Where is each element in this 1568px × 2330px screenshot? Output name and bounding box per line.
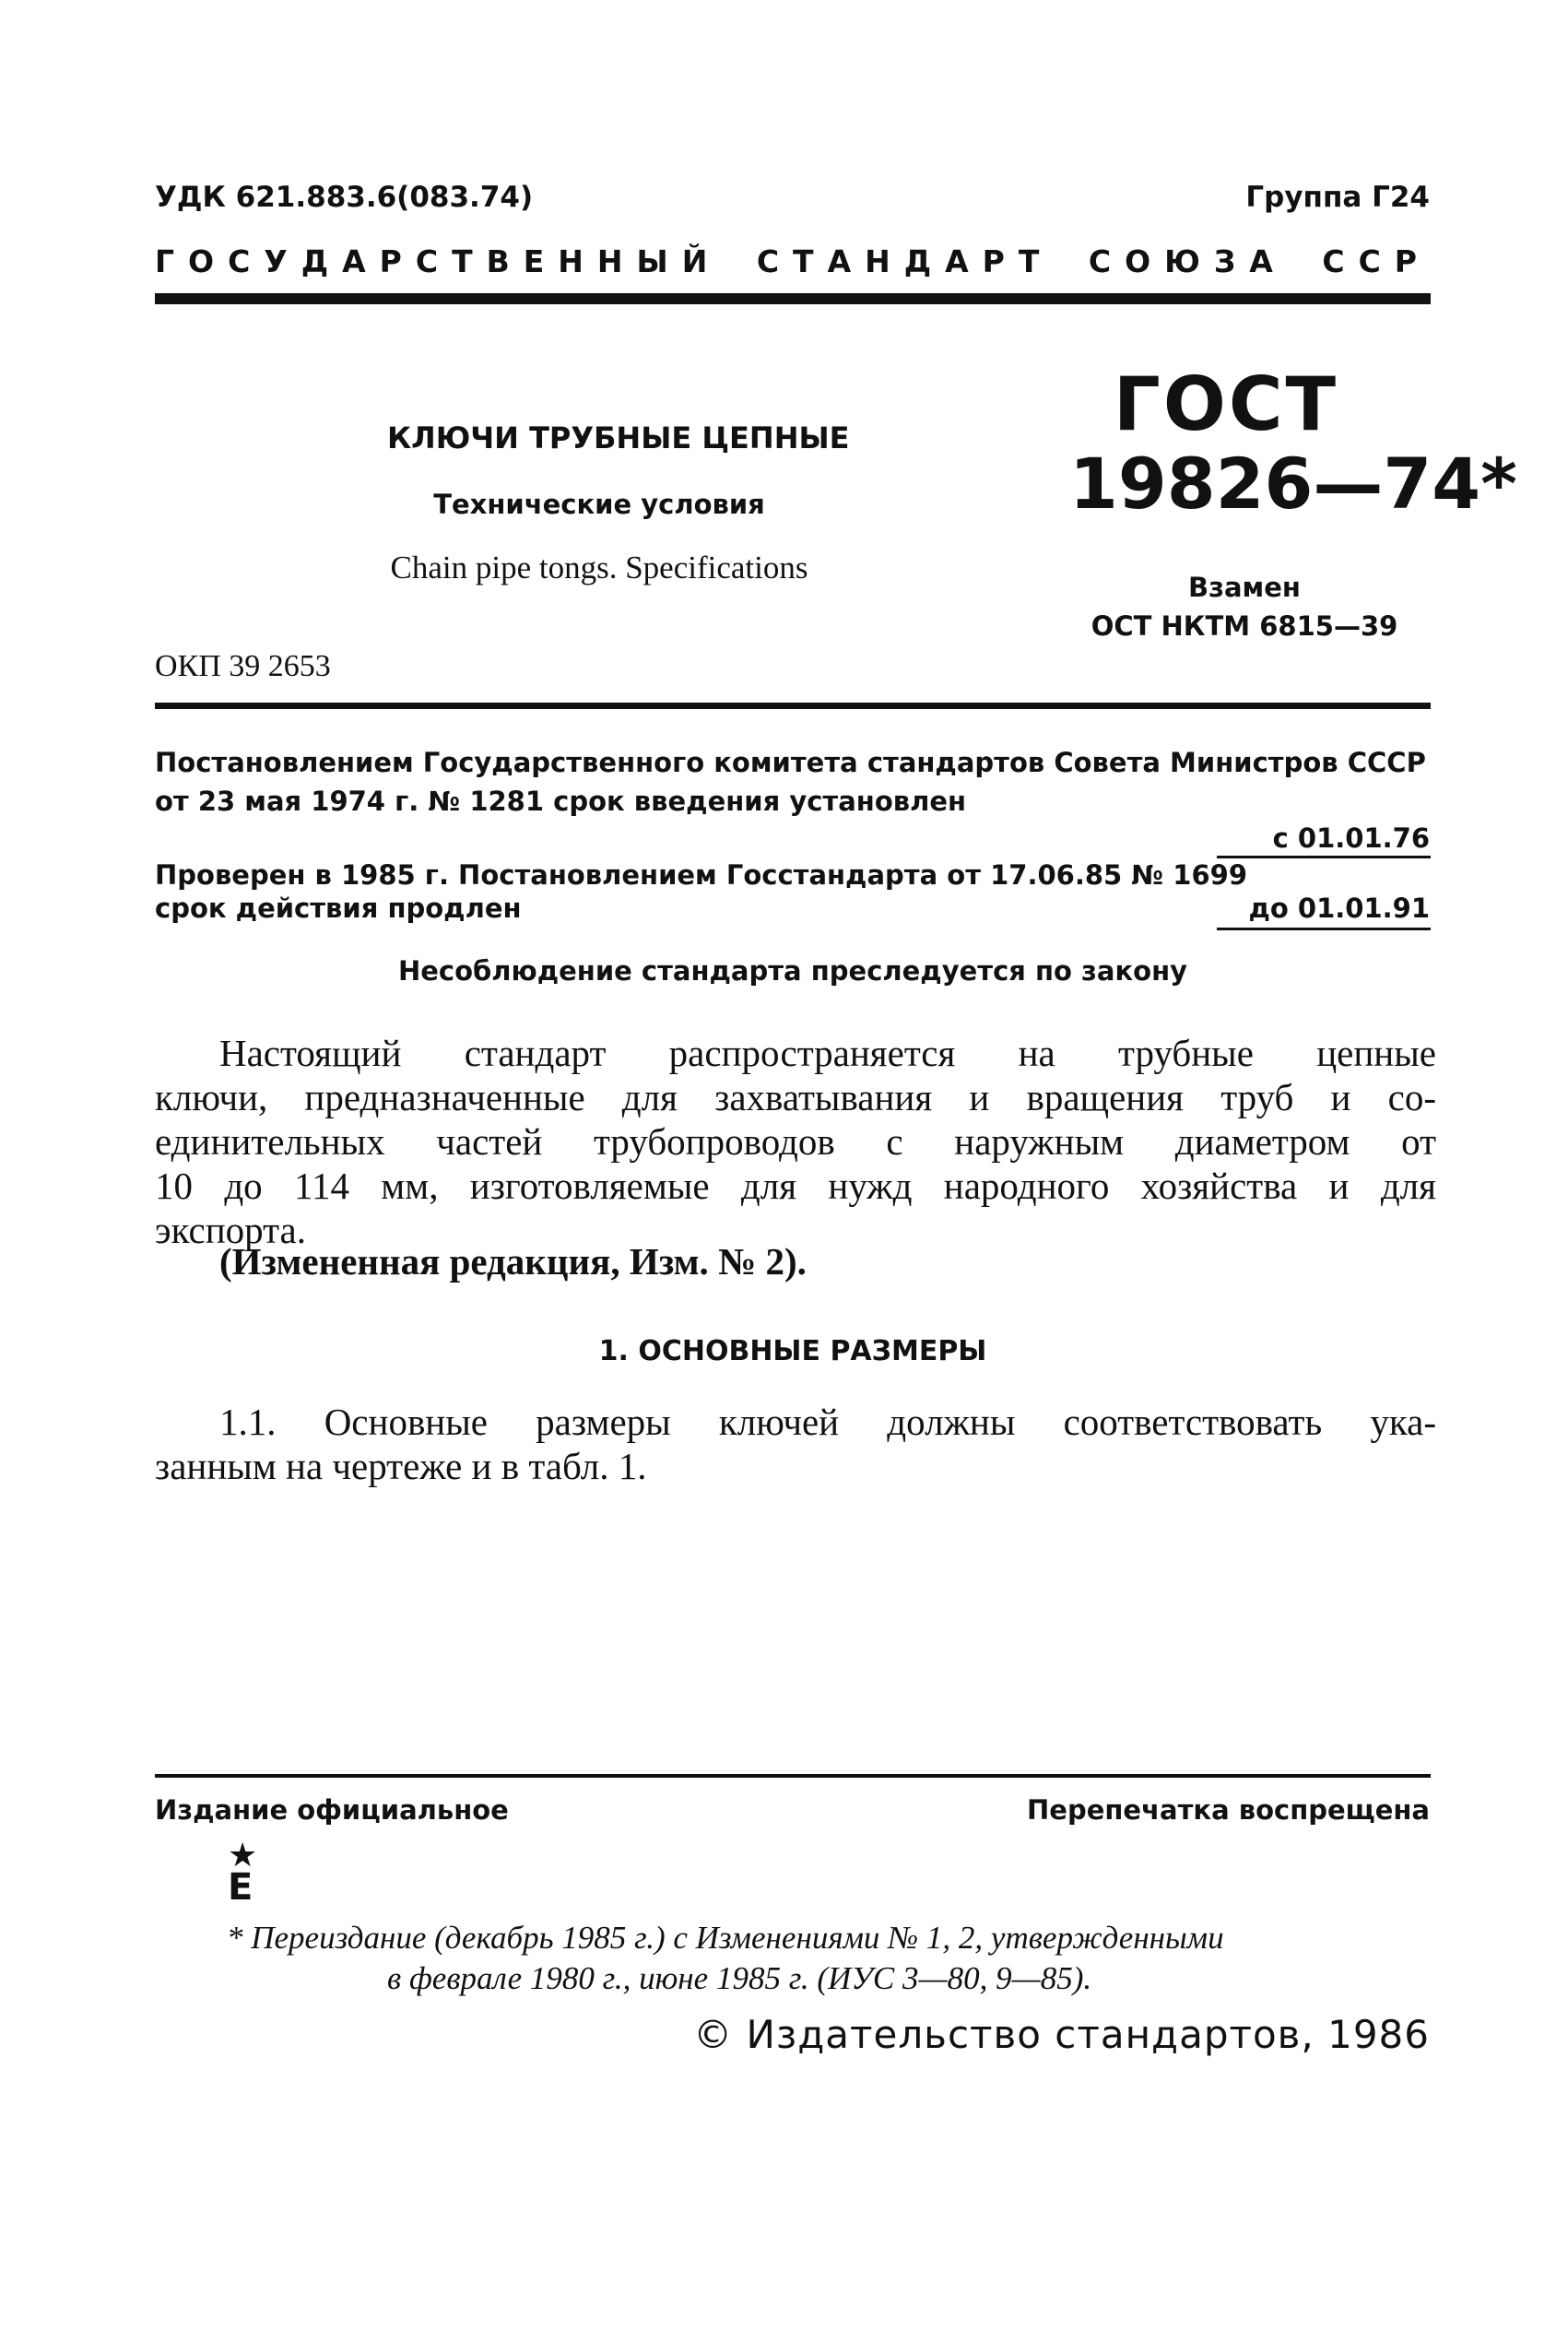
official-edition: Издание официальное [155,1794,509,1826]
gost-label: ГОСТ [1113,361,1339,447]
banner-word: СОЮЗА [1088,243,1287,279]
amendment-note: (Измененная редакция, Изм. № 2). [219,1240,807,1283]
reprint-note-line-2: в феврале 1980 г., июне 1985 г. (ИУС 3—80, 9—85). [387,1960,1092,1996]
section-line: занным на чертеже и в табл. 1. [155,1445,647,1487]
reprint-ban: Перепечатка воспрещена [1027,1794,1430,1826]
intro-line: единительных частей трубопроводов с наружным диаметром от [155,1120,1436,1163]
section-heading: 1. ОСНОВНЫЕ РАЗМЕРЫ [598,1335,987,1367]
intro-line: 10 до 114 мм, изготовляемые для нужд народного хозяйства и для [155,1165,1436,1207]
legal-warning: Несоблюдение стандарта преследуется по закону [397,955,1188,987]
decree-line-2: от 23 мая 1974 г. № 1281 срок введения установлен [155,786,967,817]
e-mark: Е [228,1866,253,1909]
group-code: Группа Г24 [1245,181,1430,214]
checked-line-2: срок действия продлен [155,893,522,924]
intro-line: Настоящий стандарт распространяется на трубные цепные [219,1032,1436,1074]
banner-word: ГОСУДАРСТВЕННЫЙ [155,243,722,279]
udk-code: УДК 621.883.6(083.74) [155,181,534,214]
decree-line-1: Постановлением Государственного комитета стандартов Совета Министров СССР [155,747,1426,778]
replace-label: Взамен [1188,572,1301,603]
publisher-copyright: © Издательство стандартов, 1986 [693,2012,1430,2057]
intro-line: экспорта. [155,1209,306,1251]
title-block-rule [155,703,1431,709]
end-date: до 01.01.91 [1248,893,1430,924]
state-standard-banner [155,243,1431,279]
okp-code: ОКП 39 2653 [155,649,331,683]
header-rule [155,293,1431,304]
checked-line-1: Проверен в 1985 г. Постановлением Госстандарта от 17.06.85 № 1699 [155,859,1248,891]
english-title: Chain pipe tongs. Specifications [390,550,808,585]
intro-line: ключи, предназначенные для захватывания и вращения труб и со- [155,1076,1436,1118]
start-date-underline [1217,856,1431,858]
end-date-underline [1217,928,1431,930]
document-name: КЛЮЧИ ТРУБНЫЕ ЦЕПНЫЕ [387,420,850,455]
replaced-document: ОСТ НКТМ 6815—39 [1091,610,1398,642]
footer-rule [155,1774,1431,1778]
gost-number: 19826—74* [1069,443,1517,525]
section-line: 1.1. Основные размеры ключей должны соответствовать ука- [219,1401,1436,1443]
banner-word: ССР [1322,243,1431,279]
reprint-note-line-1: * Переиздание (декабрь 1985 г.) с Изменениями № 1, 2, утвержденными [227,1920,1224,1956]
star-icon: ★ [228,1837,258,1875]
document-subtitle: Технические условия [433,489,765,520]
start-date: с 01.01.76 [1272,822,1430,854]
intro-paragraph [155,1031,1436,1252]
section-paragraph [155,1400,1436,1488]
banner-word: СТАНДАРТ [756,243,1054,279]
